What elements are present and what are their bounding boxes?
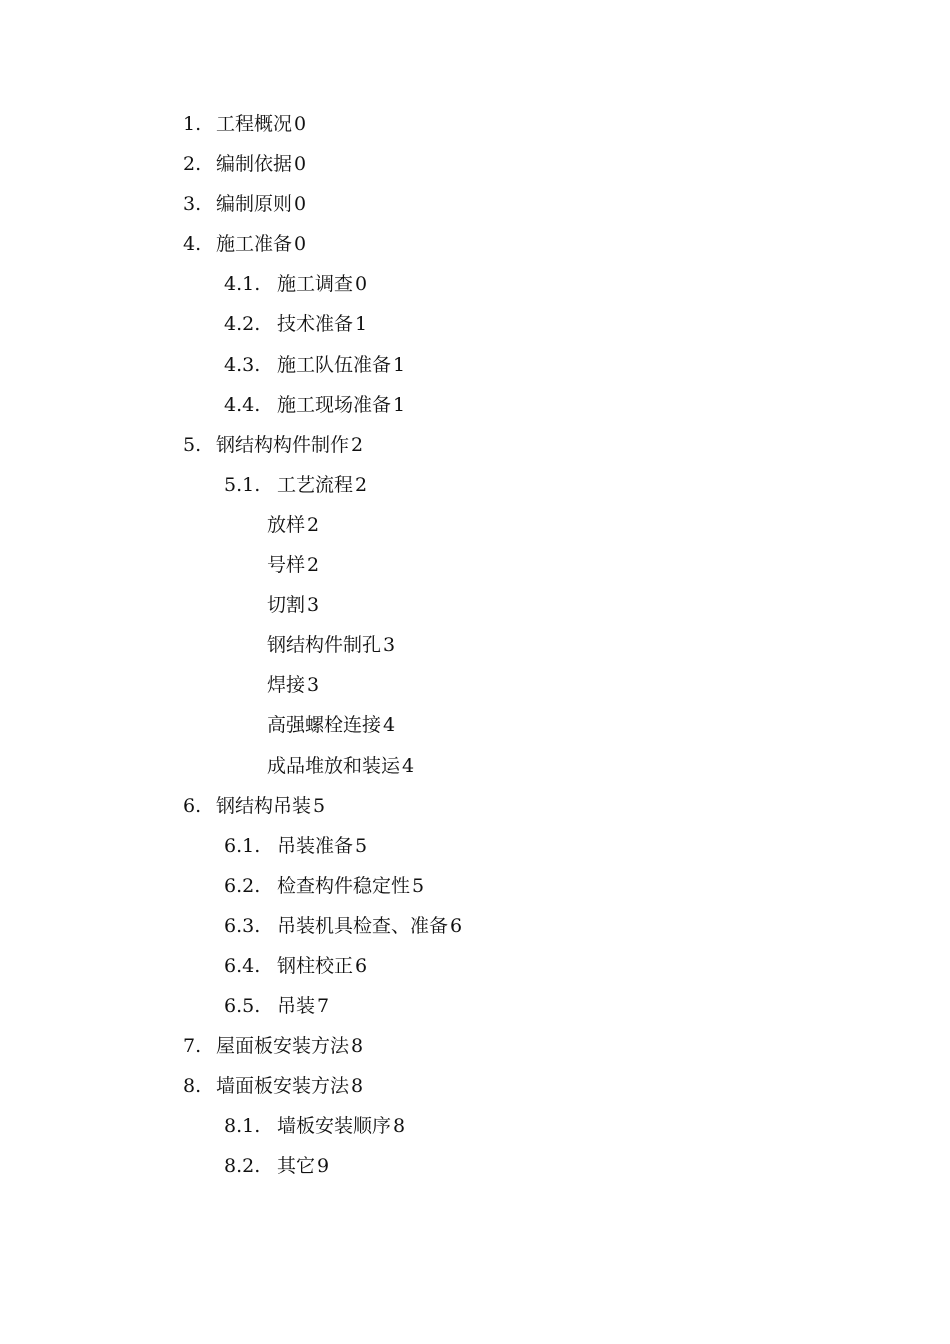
toc-entry-title xyxy=(277,1146,329,1186)
toc-entry-title-text: 焊接 xyxy=(267,674,306,697)
toc-entry[interactable] xyxy=(0,184,950,224)
toc-entry-title xyxy=(277,986,329,1026)
toc-entry[interactable] xyxy=(0,505,950,545)
toc-entry-title-text: 吊装机具检查、准备 xyxy=(277,914,449,937)
toc-entry-title xyxy=(267,545,319,585)
toc-entry-title xyxy=(267,665,319,705)
toc-entry-title xyxy=(277,345,405,385)
toc-entry[interactable] xyxy=(0,1026,950,1066)
toc-entry-number: 5. xyxy=(183,433,202,456)
toc-entry-page: 0 xyxy=(294,113,307,135)
table-of-contents xyxy=(0,104,950,1187)
toc-entry-page: 2 xyxy=(351,433,364,456)
toc-entry-number: 6.2. xyxy=(224,874,261,897)
toc-entry-title xyxy=(277,304,367,344)
toc-entry-number: 6.3. xyxy=(224,914,261,937)
toc-entry-title xyxy=(216,224,306,264)
toc-entry-page: 3 xyxy=(307,594,320,617)
toc-entry-number: 2. xyxy=(183,153,202,176)
toc-entry[interactable] xyxy=(0,144,950,184)
toc-entry-page: 3 xyxy=(307,674,320,697)
toc-entry-title-text: 编制原则 xyxy=(216,193,293,216)
toc-entry-page: 6 xyxy=(450,914,463,937)
toc-entry[interactable] xyxy=(0,1146,950,1186)
toc-entry-page: 2 xyxy=(307,513,320,536)
toc-entry-number: 6.5. xyxy=(224,995,261,1018)
toc-entry-number: 5.1. xyxy=(224,473,261,496)
toc-entry-title-text: 编制依据 xyxy=(216,153,293,176)
toc-entry-page: 1 xyxy=(355,313,368,336)
toc-entry-title-text: 钢结构吊装 xyxy=(216,794,312,817)
toc-entry-title xyxy=(267,585,319,625)
toc-entry[interactable] xyxy=(0,385,950,425)
toc-entry-title-text: 吊装 xyxy=(277,995,316,1018)
toc-entry[interactable] xyxy=(0,345,950,385)
toc-entry-title xyxy=(277,264,367,304)
toc-entry-number: 4. xyxy=(183,233,202,256)
toc-entry-title xyxy=(216,1026,363,1066)
toc-entry[interactable] xyxy=(0,866,950,906)
toc-entry[interactable] xyxy=(0,786,950,826)
toc-entry-number: 4.4. xyxy=(224,393,261,416)
toc-entry-title-text: 屋面板安装方法 xyxy=(216,1035,350,1058)
toc-entry-title xyxy=(267,705,395,745)
toc-entry[interactable] xyxy=(0,1066,950,1106)
toc-entry-page: 8 xyxy=(351,1035,364,1058)
toc-entry-title xyxy=(277,385,405,425)
toc-entry-title-text: 检查构件稳定性 xyxy=(277,874,411,897)
toc-entry[interactable] xyxy=(0,545,950,585)
toc-entry-title xyxy=(216,425,363,465)
toc-entry-title-text: 施工准备 xyxy=(216,233,293,256)
toc-entry-page: 2 xyxy=(355,473,368,496)
toc-entry-title-text: 施工调查 xyxy=(277,273,354,296)
toc-entry[interactable] xyxy=(0,826,950,866)
toc-entry-number: 1. xyxy=(183,113,202,135)
toc-entry[interactable] xyxy=(0,1106,950,1146)
toc-entry-page: 2 xyxy=(307,554,320,577)
toc-entry-page: 1 xyxy=(393,393,406,416)
toc-entry-number: 8.1. xyxy=(224,1115,261,1138)
toc-entry-title xyxy=(277,465,367,505)
toc-entry-title-text: 其它 xyxy=(277,1155,316,1178)
toc-entry-title-text: 墙面板安装方法 xyxy=(216,1075,350,1098)
toc-entry-number: 4.2. xyxy=(224,313,261,336)
toc-entry[interactable] xyxy=(0,585,950,625)
toc-entry-number: 6.1. xyxy=(224,834,261,857)
toc-entry[interactable] xyxy=(0,746,950,786)
toc-entry-title xyxy=(216,144,306,184)
toc-entry-title-text: 工艺流程 xyxy=(277,473,354,496)
toc-entry-page: 0 xyxy=(355,273,368,296)
toc-entry-title-text: 放样 xyxy=(267,513,306,536)
toc-entry-number: 4.1. xyxy=(224,273,261,296)
toc-entry-title xyxy=(277,946,367,986)
toc-entry-page: 3 xyxy=(383,634,396,657)
toc-entry-page: 1 xyxy=(393,353,406,376)
toc-entry-title xyxy=(267,505,319,545)
toc-entry-title-text: 钢结构构件制作 xyxy=(216,433,350,456)
toc-entry-title xyxy=(277,1106,405,1146)
toc-entry-title-text: 吊装准备 xyxy=(277,834,354,857)
toc-entry-title-text: 工程概况 xyxy=(216,113,293,135)
toc-entry-title-text: 钢结构件制孔 xyxy=(267,634,382,657)
toc-entry-title xyxy=(216,786,325,826)
toc-entry-title-text: 施工现场准备 xyxy=(277,393,392,416)
toc-entry-title xyxy=(277,906,462,946)
toc-entry-page: 0 xyxy=(294,233,307,256)
toc-entry-title xyxy=(216,184,306,224)
toc-entry-number: 8.2. xyxy=(224,1155,261,1178)
toc-entry-title xyxy=(277,826,367,866)
toc-entry-number: 4.3. xyxy=(224,353,261,376)
toc-entry-title-text: 墙板安装顺序 xyxy=(277,1115,392,1138)
toc-entry[interactable] xyxy=(0,465,950,505)
toc-entry-number: 7. xyxy=(183,1035,202,1058)
toc-entry-number: 3. xyxy=(183,193,202,216)
toc-entry-page: 4 xyxy=(383,714,396,737)
toc-entry[interactable] xyxy=(0,665,950,705)
toc-entry-page: 0 xyxy=(294,193,307,216)
toc-entry-page: 6 xyxy=(355,954,368,977)
toc-entry-page: 9 xyxy=(317,1155,330,1178)
toc-entry-title-text: 施工队伍准备 xyxy=(277,353,392,376)
toc-entry[interactable] xyxy=(0,625,950,665)
toc-entry[interactable] xyxy=(0,425,950,465)
toc-entry-title-text: 切割 xyxy=(267,594,306,617)
toc-entry-number: 6.4. xyxy=(224,954,261,977)
toc-entry-title xyxy=(267,746,414,786)
toc-entry-title-text: 成品堆放和装运 xyxy=(267,754,401,777)
toc-entry-page: 8 xyxy=(351,1075,364,1098)
toc-entry-page: 5 xyxy=(313,794,326,817)
toc-entry-title xyxy=(216,104,306,144)
toc-entry-number: 6. xyxy=(183,794,202,817)
toc-entry-page: 8 xyxy=(393,1115,406,1138)
toc-entry-page: 7 xyxy=(317,995,330,1018)
toc-entry[interactable] xyxy=(0,906,950,946)
toc-entry[interactable] xyxy=(0,264,950,304)
toc-entry[interactable] xyxy=(0,104,950,144)
toc-entry-title-text: 钢柱校正 xyxy=(277,954,354,977)
toc-entry[interactable] xyxy=(0,304,950,344)
toc-entry-page: 0 xyxy=(294,153,307,176)
toc-entry-number: 8. xyxy=(183,1075,202,1098)
toc-entry[interactable] xyxy=(0,946,950,986)
toc-entry-page: 4 xyxy=(402,754,415,777)
toc-entry-title-text: 高强螺栓连接 xyxy=(267,714,382,737)
toc-entry[interactable] xyxy=(0,986,950,1026)
toc-entry-page: 5 xyxy=(355,834,368,857)
toc-entry-title xyxy=(216,1066,363,1106)
toc-entry[interactable] xyxy=(0,224,950,264)
toc-entry-title-text: 技术准备 xyxy=(277,313,354,336)
toc-entry[interactable] xyxy=(0,705,950,745)
toc-entry-title-text: 号样 xyxy=(267,554,306,577)
toc-entry-page: 5 xyxy=(412,874,425,897)
toc-entry-title xyxy=(277,866,424,906)
toc-entry-title xyxy=(267,625,395,665)
